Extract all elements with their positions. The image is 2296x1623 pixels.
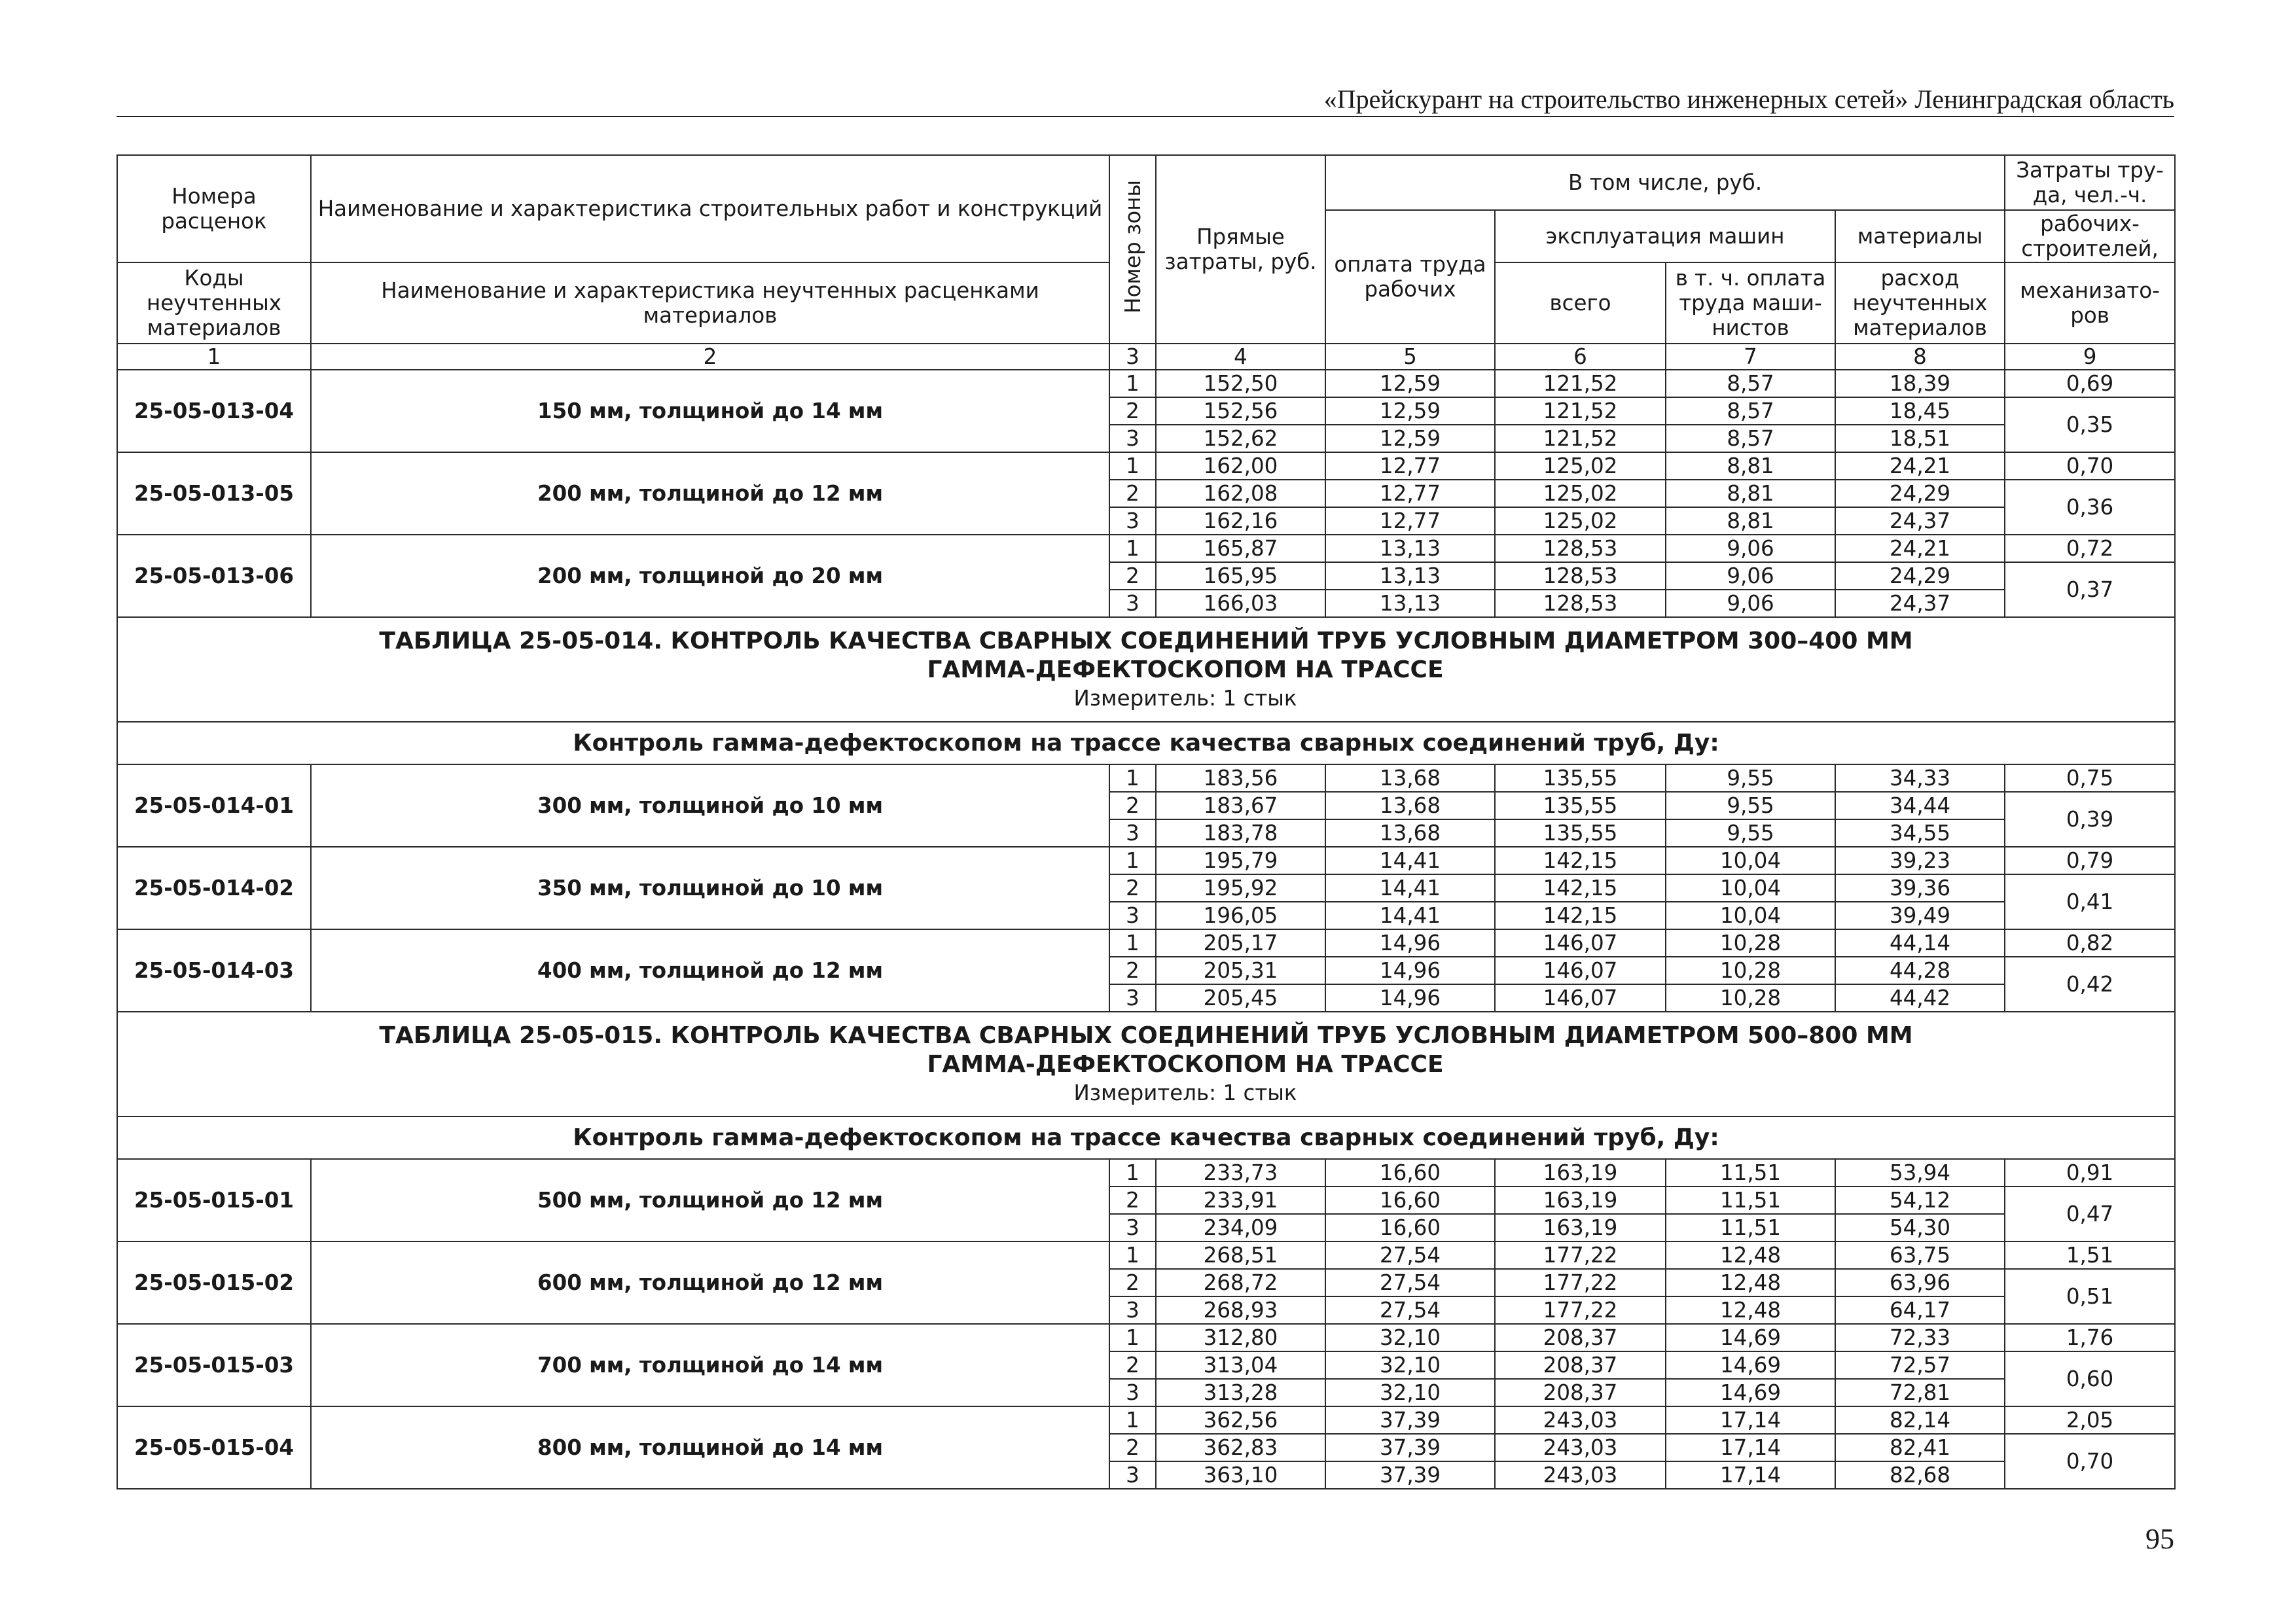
work-description: 700 мм, толщиной до 14 мм	[311, 1324, 1109, 1406]
col-number: 5	[1325, 344, 1495, 370]
subsection-title: Контроль гамма-дефектоскопом на трассе качества сварных соединений труб, Ду:	[117, 722, 2175, 764]
direct-costs: 205,31	[1156, 957, 1325, 984]
table-014-heading	[117, 617, 2175, 764]
rate-group-block	[117, 764, 2175, 1012]
rate-code: 25-05-013-06	[117, 535, 311, 617]
worker-pay: 14,96	[1325, 929, 1495, 957]
machine-total: 125,02	[1495, 507, 1666, 535]
col-number: 3	[1109, 344, 1156, 370]
table-title-block	[117, 617, 2175, 722]
column-number-row	[117, 344, 2175, 370]
material-usage: 24,29	[1835, 562, 2005, 590]
table-row	[117, 452, 2175, 480]
zone-number: 1	[1109, 764, 1156, 792]
table-unit: Измеритель: 1 стык	[1073, 1080, 1297, 1105]
machine-total: 177,22	[1495, 1241, 1666, 1269]
zone-number: 3	[1109, 1379, 1156, 1406]
machine-total: 163,19	[1495, 1159, 1666, 1186]
subsection-title: Контроль гамма-дефектоскопом на трассе качества сварных соединений труб, Ду:	[117, 1116, 2175, 1159]
machinist-pay: 12,48	[1666, 1241, 1835, 1269]
machinist-pay: 10,04	[1666, 874, 1835, 902]
material-usage: 34,33	[1835, 764, 2005, 792]
machinist-pay: 8,81	[1666, 480, 1835, 507]
col-labor-costs: Затраты тру-да, чел.-ч.	[2005, 155, 2175, 210]
col-number: 7	[1666, 344, 1835, 370]
work-description: 200 мм, толщиной до 12 мм	[311, 452, 1109, 535]
direct-costs: 233,73	[1156, 1159, 1325, 1186]
col-material-usage: расход неучтенных материалов	[1835, 262, 2005, 344]
machine-total: 208,37	[1495, 1351, 1666, 1379]
machinist-pay: 10,28	[1666, 984, 1835, 1012]
col-number: 9	[2005, 344, 2175, 370]
machinist-pay: 11,51	[1666, 1186, 1835, 1214]
material-usage: 24,21	[1835, 535, 2005, 562]
machinist-pay: 11,51	[1666, 1159, 1835, 1186]
material-usage: 54,30	[1835, 1214, 2005, 1241]
machinist-pay: 9,06	[1666, 590, 1835, 617]
machine-total: 128,53	[1495, 535, 1666, 562]
table-title: ТАБЛИЦА 25-05-014. КОНТРОЛЬ КАЧЕСТВА СВАРНЫХ СОЕДИНЕНИЙ ТРУБ УСЛОВНЫМ ДИАМЕТРОМ 300–400 ММ	[379, 628, 1913, 654]
worker-pay: 12,59	[1325, 370, 1495, 397]
direct-costs: 152,62	[1156, 425, 1325, 452]
worker-pay: 37,39	[1325, 1434, 1495, 1461]
machine-total: 135,55	[1495, 819, 1666, 847]
labor-cost-zone1: 2,05	[2005, 1406, 2175, 1434]
material-usage: 63,75	[1835, 1241, 2005, 1269]
zone-number: 1	[1109, 1406, 1156, 1434]
worker-pay: 13,13	[1325, 562, 1495, 590]
machine-total: 135,55	[1495, 792, 1666, 819]
direct-costs: 162,08	[1156, 480, 1325, 507]
col-materials: материалы	[1835, 210, 2005, 262]
machinist-pay: 9,55	[1666, 819, 1835, 847]
labor-cost-zone23: 0,41	[2005, 874, 2175, 929]
machinist-pay: 17,14	[1666, 1406, 1835, 1434]
col-direct-costs: Прямые затраты, руб.	[1156, 155, 1325, 344]
table-row	[117, 764, 2175, 792]
direct-costs: 152,56	[1156, 397, 1325, 425]
zone-number: 1	[1109, 847, 1156, 874]
rate-code: 25-05-015-01	[117, 1159, 311, 1241]
zone-number: 1	[1109, 1159, 1156, 1186]
price-table	[117, 154, 2176, 1489]
work-description: 150 мм, толщиной до 14 мм	[311, 370, 1109, 452]
table-title-cont: ГАММА-ДЕФЕКТОСКОПОМ НА ТРАССЕ	[927, 1051, 1444, 1078]
direct-costs: 196,05	[1156, 902, 1325, 929]
direct-costs: 162,16	[1156, 507, 1325, 535]
table-row	[117, 535, 2175, 562]
worker-pay: 37,39	[1325, 1406, 1495, 1434]
table-title-cont: ГАММА-ДЕФЕКТОСКОПОМ НА ТРАССЕ	[927, 656, 1444, 683]
material-usage: 34,44	[1835, 792, 2005, 819]
machinist-pay: 17,14	[1666, 1434, 1835, 1461]
direct-costs: 166,03	[1156, 590, 1325, 617]
worker-pay: 12,59	[1325, 397, 1495, 425]
labor-cost-zone1: 0,70	[2005, 452, 2175, 480]
material-usage: 24,37	[1835, 590, 2005, 617]
machine-total: 243,03	[1495, 1461, 1666, 1489]
machinist-pay: 14,69	[1666, 1379, 1835, 1406]
machine-total: 163,19	[1495, 1186, 1666, 1214]
material-usage: 39,36	[1835, 874, 2005, 902]
col-number: 2	[311, 344, 1109, 370]
worker-pay: 12,77	[1325, 452, 1495, 480]
machinist-pay: 8,57	[1666, 425, 1835, 452]
work-description: 350 мм, толщиной до 10 мм	[311, 847, 1109, 929]
material-usage: 44,14	[1835, 929, 2005, 957]
material-usage: 72,33	[1835, 1324, 2005, 1351]
work-description: 800 мм, толщиной до 14 мм	[311, 1406, 1109, 1489]
rate-code: 25-05-013-04	[117, 370, 311, 452]
labor-cost-zone23: 0,39	[2005, 792, 2175, 847]
worker-pay: 12,77	[1325, 507, 1495, 535]
machinist-pay: 8,57	[1666, 397, 1835, 425]
direct-costs: 195,92	[1156, 874, 1325, 902]
worker-pay: 13,13	[1325, 535, 1495, 562]
rate-group-block	[117, 370, 2175, 617]
machinist-pay: 10,28	[1666, 929, 1835, 957]
material-usage: 72,81	[1835, 1379, 2005, 1406]
worker-pay: 16,60	[1325, 1214, 1495, 1241]
direct-costs: 268,93	[1156, 1296, 1325, 1324]
machine-total: 163,19	[1495, 1214, 1666, 1241]
direct-costs: 268,72	[1156, 1269, 1325, 1296]
worker-pay: 32,10	[1325, 1324, 1495, 1351]
labor-cost-zone1: 1,51	[2005, 1241, 2175, 1269]
col-builders: рабочих-строителей,	[2005, 210, 2175, 262]
material-usage: 44,42	[1835, 984, 2005, 1012]
labor-cost-zone1: 0,72	[2005, 535, 2175, 562]
zone-number: 2	[1109, 792, 1156, 819]
table-row	[117, 1324, 2175, 1351]
col-mechanics: механизато-ров	[2005, 262, 2175, 344]
table-title-block	[117, 1012, 2175, 1116]
header-rule	[117, 116, 2174, 117]
labor-cost-zone23: 0,35	[2005, 397, 2175, 452]
direct-costs: 233,91	[1156, 1186, 1325, 1214]
running-header: «Прейскурант на строительство инженерных сетей» Ленинградская область	[1323, 84, 2174, 114]
labor-cost-zone23: 0,36	[2005, 480, 2175, 535]
worker-pay: 12,77	[1325, 480, 1495, 507]
direct-costs: 183,78	[1156, 819, 1325, 847]
zone-number: 2	[1109, 1434, 1156, 1461]
material-usage: 44,28	[1835, 957, 2005, 984]
zone-number: 3	[1109, 1296, 1156, 1324]
col-number: 8	[1835, 344, 2005, 370]
machine-total: 177,22	[1495, 1269, 1666, 1296]
worker-pay: 14,41	[1325, 874, 1495, 902]
machine-total: 177,22	[1495, 1296, 1666, 1324]
material-usage: 72,57	[1835, 1351, 2005, 1379]
worker-pay: 27,54	[1325, 1269, 1495, 1296]
machine-total: 146,07	[1495, 984, 1666, 1012]
col-work-name: Наименование и характеристика строительных работ и конструкций	[311, 155, 1109, 262]
zone-number: 2	[1109, 1269, 1156, 1296]
direct-costs: 205,45	[1156, 984, 1325, 1012]
direct-costs: 183,56	[1156, 764, 1325, 792]
rate-group-block	[117, 1159, 2175, 1489]
machine-total: 146,07	[1495, 957, 1666, 984]
rate-code: 25-05-014-01	[117, 764, 311, 847]
machinist-pay: 9,06	[1666, 535, 1835, 562]
worker-pay: 37,39	[1325, 1461, 1495, 1489]
machinist-pay: 8,57	[1666, 370, 1835, 397]
col-material-name: Наименование и характеристика неучтенных расценками материалов	[311, 262, 1109, 344]
material-usage: 18,51	[1835, 425, 2005, 452]
machinist-pay: 8,81	[1666, 507, 1835, 535]
machine-total: 243,03	[1495, 1434, 1666, 1461]
zone-number: 2	[1109, 874, 1156, 902]
zone-number: 1	[1109, 535, 1156, 562]
machinist-pay: 10,04	[1666, 902, 1835, 929]
machine-total: 128,53	[1495, 562, 1666, 590]
page-number: 95	[2145, 1523, 2174, 1555]
zone-number: 1	[1109, 929, 1156, 957]
direct-costs: 183,67	[1156, 792, 1325, 819]
zone-number: 3	[1109, 507, 1156, 535]
direct-costs: 162,00	[1156, 452, 1325, 480]
material-usage: 82,14	[1835, 1406, 2005, 1434]
material-usage: 63,96	[1835, 1269, 2005, 1296]
material-usage: 39,49	[1835, 902, 2005, 929]
zone-number: 3	[1109, 590, 1156, 617]
machine-total: 121,52	[1495, 370, 1666, 397]
material-usage: 24,37	[1835, 507, 2005, 535]
direct-costs: 152,50	[1156, 370, 1325, 397]
material-usage: 34,55	[1835, 819, 2005, 847]
worker-pay: 32,10	[1325, 1379, 1495, 1406]
material-usage: 82,68	[1835, 1461, 2005, 1489]
labor-cost-zone23: 0,37	[2005, 562, 2175, 617]
labor-cost-zone1: 0,69	[2005, 370, 2175, 397]
worker-pay: 27,54	[1325, 1241, 1495, 1269]
worker-pay: 27,54	[1325, 1296, 1495, 1324]
material-usage: 82,41	[1835, 1434, 2005, 1461]
work-description: 500 мм, толщиной до 12 мм	[311, 1159, 1109, 1241]
machine-total: 121,52	[1495, 425, 1666, 452]
machine-total: 208,37	[1495, 1379, 1666, 1406]
worker-pay: 16,60	[1325, 1159, 1495, 1186]
zone-number: 3	[1109, 1214, 1156, 1241]
material-usage: 18,45	[1835, 397, 2005, 425]
col-worker-pay: оплата труда рабочих	[1325, 210, 1495, 344]
worker-pay: 13,68	[1325, 819, 1495, 847]
direct-costs: 165,87	[1156, 535, 1325, 562]
rate-code: 25-05-014-02	[117, 847, 311, 929]
zone-number: 3	[1109, 984, 1156, 1012]
labor-cost-zone23: 0,70	[2005, 1434, 2175, 1489]
table-row	[117, 1159, 2175, 1186]
rate-code: 25-05-015-03	[117, 1324, 311, 1406]
rate-code: 25-05-013-05	[117, 452, 311, 535]
zone-number: 1	[1109, 1241, 1156, 1269]
col-machine-op: эксплуатация машин	[1495, 210, 1835, 262]
col-machine-total: всего	[1495, 262, 1666, 344]
rate-code: 25-05-015-02	[117, 1241, 311, 1324]
rate-code: 25-05-014-03	[117, 929, 311, 1012]
labor-cost-zone1: 0,82	[2005, 929, 2175, 957]
work-description: 400 мм, толщиной до 12 мм	[311, 929, 1109, 1012]
table-title: ТАБЛИЦА 25-05-015. КОНТРОЛЬ КАЧЕСТВА СВАРНЫХ СОЕДИНЕНИЙ ТРУБ УСЛОВНЫМ ДИАМЕТРОМ 500–800 ММ	[379, 1022, 1913, 1049]
col-material-codes: Коды неучтенных материалов	[117, 262, 311, 344]
table-header	[117, 155, 2175, 370]
worker-pay: 14,41	[1325, 847, 1495, 874]
machine-total: 142,15	[1495, 847, 1666, 874]
machinist-pay: 11,51	[1666, 1214, 1835, 1241]
col-including: В том числе, руб.	[1325, 155, 2005, 210]
labor-cost-zone23: 0,47	[2005, 1186, 2175, 1241]
direct-costs: 362,56	[1156, 1406, 1325, 1434]
labor-cost-zone1: 0,75	[2005, 764, 2175, 792]
zone-number: 2	[1109, 957, 1156, 984]
zone-number: 2	[1109, 480, 1156, 507]
direct-costs: 313,04	[1156, 1351, 1325, 1379]
material-usage: 39,23	[1835, 847, 2005, 874]
zone-number: 2	[1109, 1186, 1156, 1214]
labor-cost-zone23: 0,60	[2005, 1351, 2175, 1406]
machine-total: 142,15	[1495, 902, 1666, 929]
machinist-pay: 9,55	[1666, 764, 1835, 792]
col-machinist-pay: в т. ч. оплата труда маши-нистов	[1666, 262, 1835, 344]
machinist-pay: 9,55	[1666, 792, 1835, 819]
worker-pay: 13,68	[1325, 792, 1495, 819]
direct-costs: 195,79	[1156, 847, 1325, 874]
col-number: 4	[1156, 344, 1325, 370]
material-usage: 24,21	[1835, 452, 2005, 480]
direct-costs: 363,10	[1156, 1461, 1325, 1489]
machinist-pay: 14,69	[1666, 1351, 1835, 1379]
machinist-pay: 10,28	[1666, 957, 1835, 984]
table-row	[117, 1241, 2175, 1269]
direct-costs: 362,83	[1156, 1434, 1325, 1461]
col-zone	[1109, 155, 1156, 344]
machine-total: 125,02	[1495, 452, 1666, 480]
table-row	[117, 847, 2175, 874]
material-usage: 54,12	[1835, 1186, 2005, 1214]
direct-costs: 205,17	[1156, 929, 1325, 957]
machinist-pay: 8,81	[1666, 452, 1835, 480]
zone-number: 3	[1109, 1461, 1156, 1489]
machinist-pay: 14,69	[1666, 1324, 1835, 1351]
col-rate-numbers: Номера расценок	[117, 155, 311, 262]
worker-pay: 14,96	[1325, 984, 1495, 1012]
zone-number: 3	[1109, 425, 1156, 452]
material-usage: 18,39	[1835, 370, 2005, 397]
direct-costs: 268,51	[1156, 1241, 1325, 1269]
zone-number: 2	[1109, 1351, 1156, 1379]
machinist-pay: 10,04	[1666, 847, 1835, 874]
direct-costs: 165,95	[1156, 562, 1325, 590]
worker-pay: 14,96	[1325, 957, 1495, 984]
rate-code: 25-05-015-04	[117, 1406, 311, 1489]
table-row	[117, 929, 2175, 957]
zone-number: 1	[1109, 370, 1156, 397]
material-usage: 64,17	[1835, 1296, 2005, 1324]
machine-total: 128,53	[1495, 590, 1666, 617]
table-unit: Измеритель: 1 стык	[1073, 686, 1297, 711]
work-description: 200 мм, толщиной до 20 мм	[311, 535, 1109, 617]
direct-costs: 234,09	[1156, 1214, 1325, 1241]
work-description: 300 мм, толщиной до 10 мм	[311, 764, 1109, 847]
col-number: 6	[1495, 344, 1666, 370]
material-usage: 53,94	[1835, 1159, 2005, 1186]
worker-pay: 16,60	[1325, 1186, 1495, 1214]
machine-total: 243,03	[1495, 1406, 1666, 1434]
zone-number: 3	[1109, 902, 1156, 929]
zone-number: 1	[1109, 452, 1156, 480]
worker-pay: 14,41	[1325, 902, 1495, 929]
machinist-pay: 9,06	[1666, 562, 1835, 590]
col-zone-label: Номер зоны	[1120, 180, 1145, 313]
labor-cost-zone1: 0,79	[2005, 847, 2175, 874]
machine-total: 208,37	[1495, 1324, 1666, 1351]
machine-total: 135,55	[1495, 764, 1666, 792]
material-usage: 24,29	[1835, 480, 2005, 507]
worker-pay: 13,68	[1325, 764, 1495, 792]
labor-cost-zone23: 0,42	[2005, 957, 2175, 1012]
machine-total: 121,52	[1495, 397, 1666, 425]
labor-cost-zone23: 0,51	[2005, 1269, 2175, 1324]
machine-total: 146,07	[1495, 929, 1666, 957]
machinist-pay: 17,14	[1666, 1461, 1835, 1489]
col-number: 1	[117, 344, 311, 370]
machinist-pay: 12,48	[1666, 1296, 1835, 1324]
zone-number: 2	[1109, 397, 1156, 425]
zone-number: 2	[1109, 562, 1156, 590]
table-row	[117, 1406, 2175, 1434]
labor-cost-zone1: 0,91	[2005, 1159, 2175, 1186]
work-description: 600 мм, толщиной до 12 мм	[311, 1241, 1109, 1324]
direct-costs: 313,28	[1156, 1379, 1325, 1406]
labor-cost-zone1: 1,76	[2005, 1324, 2175, 1351]
table-015-heading	[117, 1012, 2175, 1159]
direct-costs: 312,80	[1156, 1324, 1325, 1351]
machine-total: 125,02	[1495, 480, 1666, 507]
zone-number: 1	[1109, 1324, 1156, 1351]
machine-total: 142,15	[1495, 874, 1666, 902]
worker-pay: 13,13	[1325, 590, 1495, 617]
table-row	[117, 370, 2175, 397]
worker-pay: 32,10	[1325, 1351, 1495, 1379]
zone-number: 3	[1109, 819, 1156, 847]
worker-pay: 12,59	[1325, 425, 1495, 452]
machinist-pay: 12,48	[1666, 1269, 1835, 1296]
